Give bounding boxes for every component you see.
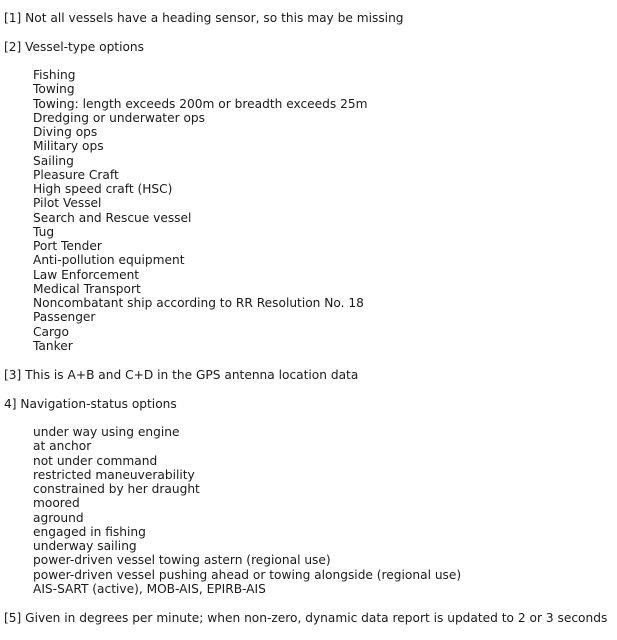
footnote-heading-sensor: [1] Not all vessels have a heading sensor, so this may be missing: [4, 11, 404, 25]
vessel-type-item: Law Enforcement: [33, 267, 140, 282]
vessel-type-item: Fishing: [33, 68, 76, 82]
vessel-type-item: Towing: [33, 82, 75, 97]
vessel-type-item: Towing: length exceeds 200m or breadth exceeds 25m: [33, 96, 368, 111]
navigation-status-item: engaged in fishing: [33, 524, 146, 539]
vessel-type-item: Pilot Vessel: [33, 196, 102, 211]
vessel-type-item: Tanker: [33, 338, 73, 353]
footnote-gps-antenna: [3] This is A+B and C+D in the GPS antenna location data: [4, 368, 359, 382]
navigation-status-item: aground: [33, 510, 84, 525]
navigation-status-item: constrained by her draught: [33, 482, 200, 496]
navigation-status-item: AIS-SART (active), MOB-AIS, EPIRB-AIS: [33, 581, 266, 596]
vessel-type-item: Cargo: [33, 324, 69, 339]
navigation-status-item: under way using engine: [33, 425, 180, 439]
navigation-status-item: restricted maneuverability: [33, 467, 195, 482]
vessel-type-item: Medical Transport: [33, 281, 141, 296]
vessel-type-item: Passenger: [33, 310, 96, 325]
vessel-type-list: [33, 68, 368, 353]
vessel-type-item: Military ops: [33, 139, 104, 154]
navigation-status-item: underway sailing: [33, 539, 137, 553]
navigation-status-item: at anchor: [33, 439, 92, 454]
vessel-type-item: Sailing: [33, 153, 74, 168]
vessel-type-item: Dredging or underwater ops: [33, 110, 205, 125]
navigation-status-list: [33, 425, 461, 596]
navigation-status-item: power-driven vessel towing astern (regional use): [33, 553, 331, 568]
navigation-status-item: not under command: [33, 453, 158, 468]
navigation-status-item: moored: [33, 496, 80, 511]
vessel-type-item: Pleasure Craft: [33, 167, 119, 182]
footnote-navigation-status-heading: 4] Navigation-status options: [4, 397, 177, 411]
vessel-type-item: Anti-pollution equipment: [33, 253, 185, 268]
footnote-rate-of-turn: [5] Given in degrees per minute; when non-zero, dynamic data report is updated to 2 or 3 seconds: [4, 611, 608, 625]
vessel-type-item: Port Tender: [33, 239, 102, 253]
vessel-type-item: Noncombatant ship according to RR Resolution No. 18: [33, 296, 364, 310]
vessel-type-item: Search and Rescue vessel: [33, 210, 192, 225]
vessel-type-item: High speed craft (HSC): [33, 182, 173, 196]
footnote-vessel-type-heading: [2] Vessel-type options: [4, 40, 144, 54]
vessel-type-item: Diving ops: [33, 125, 98, 139]
navigation-status-item: power-driven vessel pushing ahead or towing alongside (regional use): [33, 567, 462, 582]
vessel-type-item: Tug: [33, 224, 55, 239]
